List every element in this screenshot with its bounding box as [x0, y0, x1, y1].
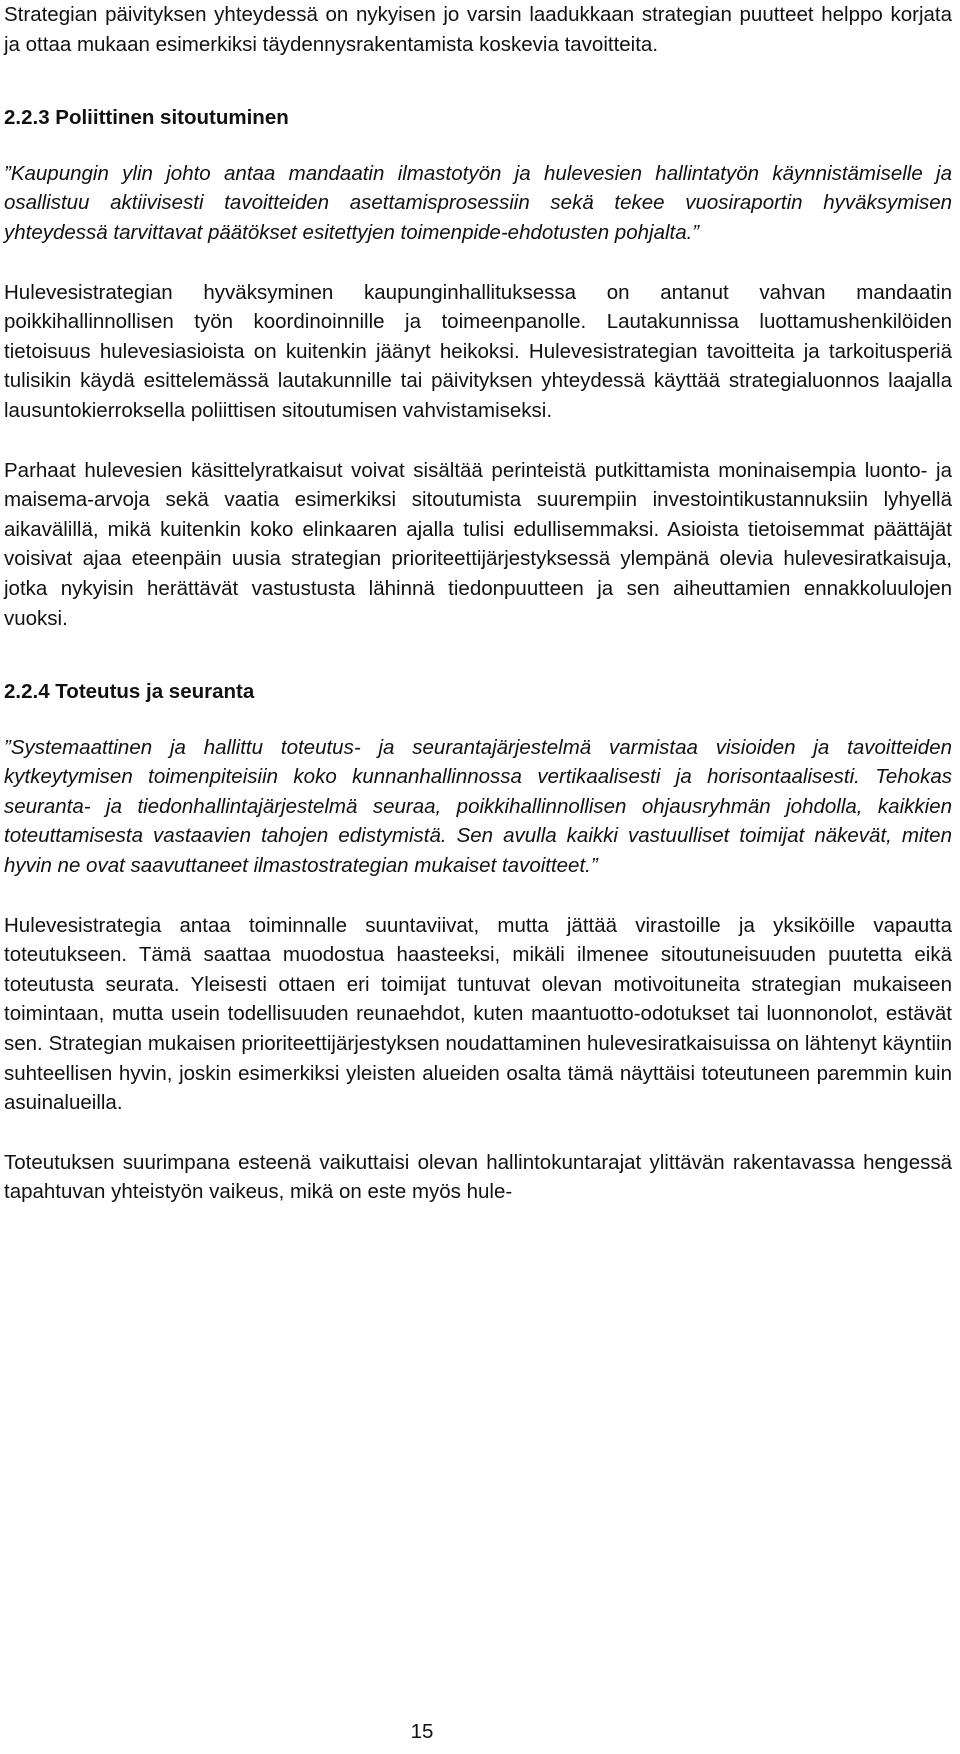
page-number — [0, 1718, 960, 1746]
document-page — [4, 0, 952, 1207]
section-2-2-4-paragraph-1: Hulevesistrategia antaa toiminnalle suuntaviivat, mutta jättää virastoille ja yksiköille vapautta toteutukseen. Tämä saattaa muodostua haasteeksi, mikäli ilmenee sitoutuneisuuden puutetta eikä toteutusta seurata. Yleisesti ottaen eri toimijat tuntuvat olevan motivoituneita strategian mukaiseen toimintaan, mutta usein todellisuuden reunaehdot, kuten maantuotto-odotukset tai luonnonolot, estävät sen. Strategian mukaisen prioriteettijärjestyksen noudattaminen hulevesiratkaisuissa on lähtenyt käyntiin suhteellisen hyvin, joskin esimerkiksi yleisten alueiden osalta tämä näyttäisi toteutuneen paremmin kuin asuinalueilla. — [4, 913, 952, 1115]
intro-paragraph: Strategian päivityksen yhteydessä on nykyisen jo varsin laadukkaan strategian puutteet helppo korjata ja ottaa mukaan esimerkiksi täydennysrakentamista koskevia tavoitteita. — [4, 3, 952, 56]
section-2-2-4-quote: ”Systemaattinen ja hallittu toteutus- ja seurantajärjestelmä varmistaa visioiden ja tavoitteiden kytkeytymisen toimenpiteisiin koko kunnanhallinnossa vertikaalisesti ja horisontaalisesti. Tehokas seuranta- ja tiedonhallintajärjestelmä seuraa, poikkihallinnollisen ohjausryhmän johdolla, kaikkien toteuttamisesta vastaavien tahojen edistymistä. Sen avulla kaikki vastuulliset toimijat näkevät, miten hyvin ne ovat saavuttaneet ilmastostrategian mukaiset tavoitteet.” — [4, 735, 952, 878]
section-2-2-3-paragraph-1: Hulevesistrategian hyväksyminen kaupunginhallituksessa on antanut vahvan mandaatin poikkihallinnollisen työn koordinoinnille ja toimeenpanolle. Lautakunnissa luottamushenkilöiden tietoisuus hulevesiasioista on kuitenkin jäänyt heikoksi. Hulevesistrategian tavoitteita ja tarkoitusperiä tulisikin käydä esittelemässä lautakunnille tai päivityksen yhteydessä käyttää strategialuonnos laajalla lausuntokierroksella poliittisen sitoutumisen vahvistamiseksi. — [4, 280, 952, 422]
section-2-2-3-paragraph-2: Parhaat hulevesien käsittelyratkaisut voivat sisältää perinteistä putkittamista moninaisempia luonto- ja maisema-arvoja sekä vaatia esimerkiksi sitoutumista suurempiin investointikustannuksiin lyhyellä aikavälillä, mikä kuitenkin koko elinkaaren ajalla tulisi edullisemmaksi. Asioista tietoisemmat päättäjät voisivat ajaa eteenpäin uusia strategian prioriteettijärjestyksessä ylempänä olevia hulevesiratkaisuja, jotka nykyisin herättävät vastustusta lähinnä tiedonpuutteen ja sen aiheuttamien ennakkoluulojen vuoksi. — [4, 458, 952, 630]
section-2-2-4-paragraph-2: Toteutuksen suurimpana esteenä vaikuttaisi olevan hallintokuntarajat ylittävän rakentavassa hengessä tapahtuvan yhteistyön vaikeus, mikä on este myös hule- — [4, 1150, 952, 1204]
section-heading-2-2-4: 2.2.4 Toteutus ja seuranta — [4, 680, 255, 704]
page-number-text: 15 — [410, 1720, 434, 1743]
section-2-2-3-quote: ”Kaupungin ylin johto antaa mandaatin ilmastotyön ja hulevesien hallintatyön käynnistämiselle ja osallistuu aktiivisesti tavoitteiden asettamisprosessiin sekä tekee vuosiraportin hyväksymisen yhteydessä tarvittavat päätökset esitettyjen toimenpide-ehdotusten pohjalta.” — [4, 161, 952, 244]
section-heading-2-2-3: 2.2.3 Poliittinen sitoutuminen — [4, 106, 289, 130]
